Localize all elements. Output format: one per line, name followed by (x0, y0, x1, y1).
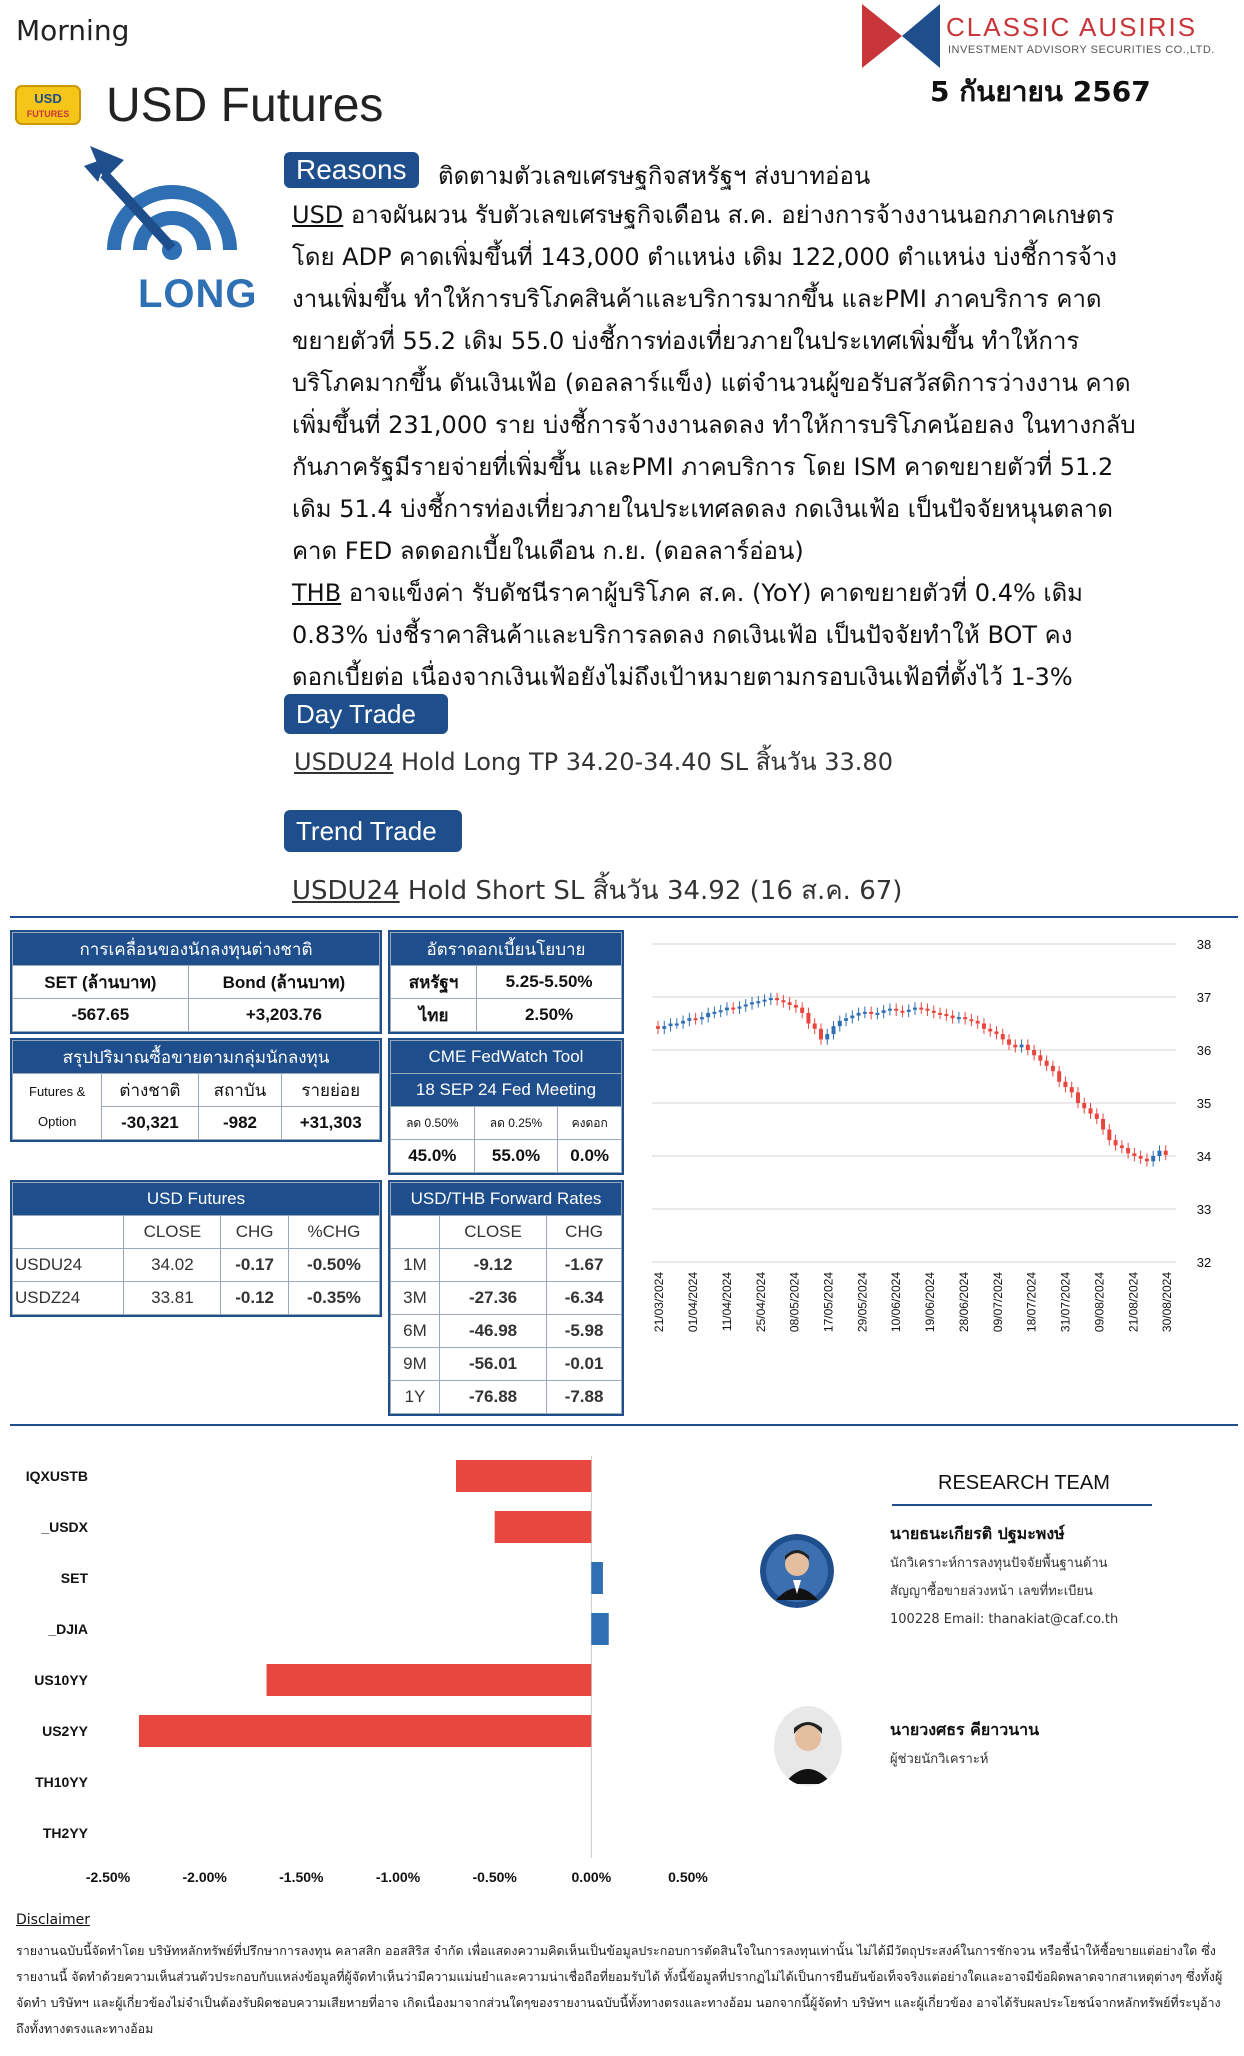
x-tick-label: 21/08/2024 (1126, 1272, 1141, 1333)
candle-body (794, 1005, 798, 1008)
candle-body (1101, 1119, 1105, 1130)
bar-category-label: _USDX (41, 1519, 88, 1535)
candle-body (1164, 1151, 1168, 1155)
candle-body (919, 1008, 923, 1010)
candle-body (926, 1009, 930, 1011)
candle-body (1157, 1151, 1161, 1156)
candle-body (1139, 1156, 1143, 1159)
bar-category-label: _DJIA (48, 1621, 88, 1637)
usd-futures-header (13, 1216, 124, 1249)
candle-body (825, 1034, 829, 1039)
usd-futures-pct: -0.35% (288, 1282, 379, 1315)
bar (591, 1562, 603, 1594)
candle-body (1013, 1045, 1017, 1048)
thb-paragraph (292, 572, 1152, 698)
x-tick-label: -2.00% (182, 1869, 227, 1885)
candle-body (863, 1012, 867, 1014)
row-label-line2: Option (38, 1113, 77, 1129)
y-tick-label: 37 (1196, 990, 1212, 1005)
y-tick-label: 33 (1196, 1202, 1212, 1217)
candle-body (963, 1017, 967, 1019)
table-row (391, 1381, 622, 1414)
candle-body (869, 1012, 873, 1014)
candle-body (1076, 1092, 1080, 1103)
candle-body (969, 1019, 973, 1021)
candle-body (832, 1026, 836, 1034)
thb-tag: THB (292, 579, 342, 607)
brand-logo-icon (862, 0, 940, 70)
candle-body (719, 1010, 723, 1012)
usd-futures-symbol: USDZ24 (13, 1282, 124, 1315)
y-tick-label: 35 (1196, 1096, 1212, 1111)
candle-body (982, 1024, 986, 1029)
candle-body (813, 1024, 817, 1029)
table-row (391, 1348, 622, 1381)
candle-body (1063, 1082, 1067, 1087)
policy-rate-table (390, 932, 622, 1032)
candle-body (857, 1013, 861, 1016)
policy-rate-th-label: ไทย (391, 999, 477, 1032)
policy-rate-us-value: 5.25-5.50% (477, 966, 622, 999)
candle-body (894, 1009, 898, 1011)
candle-body (781, 1000, 785, 1002)
policy-rate-us-label: สหรัฐฯ (391, 966, 477, 999)
fedwatch-hold-value: 0.0% (558, 1140, 622, 1173)
disclaimer-title: Disclaimer (16, 1912, 91, 1928)
row-label-line1: Futures & (29, 1083, 86, 1099)
candle-body (750, 1002, 754, 1004)
x-tick-label: -1.00% (375, 1869, 421, 1885)
bar (139, 1715, 591, 1747)
fedwatch-table (390, 1040, 622, 1173)
candle-body (994, 1031, 998, 1034)
x-tick-label: 19/06/2024 (923, 1272, 938, 1333)
candle-body (1032, 1050, 1036, 1055)
reasons-label: Reasons (284, 152, 419, 188)
foreign-flow-table (12, 932, 380, 1032)
candle-body (913, 1008, 917, 1010)
candle-body (788, 1002, 792, 1005)
bar-category-label: IQXUSTB (25, 1468, 88, 1484)
trend-trade-label: Trend Trade (284, 810, 462, 852)
usd-futures-close: 34.02 (124, 1249, 221, 1282)
candle-body (1120, 1145, 1124, 1148)
bar-category-label: TH2YY (42, 1825, 88, 1841)
candle-body (1057, 1071, 1061, 1082)
usd-futures-logo (14, 84, 82, 126)
fedwatch-panel (388, 1038, 624, 1175)
x-tick-label: 28/06/2024 (956, 1272, 971, 1333)
brand-name: CLASSIC AUSIRIS (946, 12, 1198, 42)
forward-chg: -1.67 (547, 1249, 622, 1282)
usd-text: อาจผันผวน รับตัวเลขเศรษฐกิจเดือน ส.ค. อย่างการจ้างงานนอกภาคเกษตร โดย ADP คาดเพิ่มขึ้นที่ 143,000 ตำแหน่ง เดิม 122,000 ตำแหน่ง บ่งชี้การจ้างงานเพิ่มขึ้น ทำให้การบริโภคสินค้าและบริการมากขึ้น และPMI ภาคบริการ คาดขยายตัวที่ 55.2 เดิม 55.0 บ่งชี้การท่องเที่ยวภายในประเทศเพิ่มขึ้น ทำให้การบริโภคมากขึ้น ดันเงินเฟ้อ (ดอลลาร์แข็ง) แต่จำนวนผู้ขอรับสวัสดิการว่างงาน คาดเพิ่มขึ้นที่ 231,000 ราย บ่งชี้การจ้างงานลดลง ทำให้การบริโภคน้อยลง ในทางกลับกันภาครัฐมีรายจ่ายที่เพิ่มขึ้น และPMI ภาคบริการ โดย ISM คาดขยายตัวที่ 51.2 เดิม 51.4 บ่งชี้การท่องเที่ยวภายในประเทศลดลง กดเงินเฟ้อ เป็นปัจจัยหนุนตลาดคาด FED ลดดอกเบี้ยในเดือน ก.ย. (ดอลลาร์อ่อน) (292, 201, 1136, 565)
research-team-title: RESEARCH TEAM (938, 1472, 1110, 1494)
usd-futures-chg: -0.17 (221, 1249, 289, 1282)
bar (495, 1511, 592, 1543)
analyst-2-name: นายวงศธร คียาวนาน (890, 1720, 1040, 1739)
candle-body (888, 1009, 892, 1011)
candle-body (744, 1004, 748, 1006)
forward-rates-header: CHG (547, 1216, 622, 1249)
x-tick-label: 31/07/2024 (1058, 1272, 1073, 1333)
candle-body (694, 1018, 698, 1020)
investor-foreign-header: ต่างชาติ (102, 1074, 198, 1107)
candle-body (1132, 1153, 1136, 1156)
reasons-headline: ติดตามตัวเลขเศรษฐกิจสหรัฐฯ ส่งบาทอ่อน (438, 162, 871, 190)
day-trade-symbol: USDU24 (294, 748, 394, 776)
investor-summary-panel (10, 1038, 382, 1142)
candle-body (819, 1029, 823, 1040)
forward-rates-table (390, 1182, 622, 1414)
foreign-flow-col-bond: Bond (ล้านบาท) (188, 966, 379, 999)
investor-retail-header: รายย่อย (282, 1074, 380, 1107)
y-tick-label: 36 (1196, 1043, 1212, 1058)
candle-body (763, 1000, 767, 1002)
candle-body (1095, 1114, 1099, 1119)
candle-body (706, 1013, 710, 1017)
x-tick-label: 0.00% (571, 1869, 612, 1885)
candle-body (1007, 1039, 1011, 1044)
table-row (391, 1282, 622, 1315)
candle-body (1126, 1148, 1130, 1153)
section-divider-bottom (10, 1424, 1238, 1426)
bar-category-label: SET (60, 1570, 88, 1586)
x-tick-label: 08/05/2024 (787, 1272, 802, 1333)
x-tick-label: 11/04/2024 (719, 1272, 734, 1332)
usd-futures-table (12, 1182, 380, 1315)
candle-body (700, 1017, 704, 1019)
bar (456, 1460, 591, 1492)
forward-tenor: 9M (391, 1348, 440, 1381)
fedwatch-cut25-header: ลด 0.25% (474, 1107, 558, 1140)
foreign-flow-bond-value: +3,203.76 (188, 999, 379, 1032)
fedwatch-cut50-header: ลด 0.50% (391, 1107, 475, 1140)
forward-chg: -7.88 (547, 1381, 622, 1414)
candle-body (769, 998, 773, 1000)
fedwatch-cut50-value: 45.0% (391, 1140, 475, 1173)
x-tick-label: 10/06/2024 (889, 1272, 904, 1333)
candle-body (681, 1021, 685, 1024)
svg-text:USD: USD (34, 91, 62, 106)
candle-body (907, 1010, 911, 1012)
candle-body (1089, 1108, 1093, 1113)
forward-close: -9.12 (439, 1249, 546, 1282)
x-tick-label: 0.50% (668, 1869, 708, 1885)
svg-text:FUTURES: FUTURES (26, 109, 70, 119)
candle-body (1070, 1087, 1074, 1092)
forward-close: -76.88 (439, 1381, 546, 1414)
candle-body (737, 1007, 741, 1009)
x-tick-label: 09/08/2024 (1092, 1272, 1107, 1333)
reasons-body (292, 194, 1152, 698)
candle-body (1082, 1103, 1086, 1108)
fedwatch-cut25-value: 55.0% (474, 1140, 558, 1173)
candle-body (988, 1029, 992, 1032)
x-tick-label: 17/05/2024 (821, 1272, 836, 1333)
fedwatch-hold-header: คงดอก (558, 1107, 622, 1140)
investor-retail-value: +31,303 (282, 1107, 380, 1140)
investor-summary-title: สรุปปริมาณซื้อขายตามกลุ่มนักลงทุน (13, 1041, 380, 1074)
candle-body (1051, 1066, 1055, 1071)
y-tick-label: 34 (1196, 1149, 1212, 1164)
candle-body (1145, 1159, 1149, 1162)
forward-tenor: 3M (391, 1282, 440, 1315)
foreign-flow-set-value: -567.65 (13, 999, 189, 1032)
forward-tenor: 1M (391, 1249, 440, 1282)
foreign-flow-col-set: SET (ล้านบาท) (13, 966, 189, 999)
market-change-bar-chart (0, 1438, 740, 1888)
x-tick-label: -0.50% (472, 1869, 517, 1885)
forward-rates-header (391, 1216, 440, 1249)
candle-body (1151, 1156, 1155, 1161)
report-date: 5 กันยายน 2567 (930, 75, 1151, 108)
day-trade-text: Hold Long TP 34.20-34.40 SL สิ้นวัน 33.80 (393, 748, 893, 776)
usd-futures-close: 33.81 (124, 1282, 221, 1315)
usd-tag: USD (292, 201, 344, 229)
candle-body (875, 1013, 879, 1015)
candle-body (976, 1021, 980, 1024)
candle-body (938, 1013, 942, 1015)
candle-body (951, 1016, 955, 1019)
candle-body (1020, 1045, 1024, 1048)
x-tick-label: 09/07/2024 (990, 1272, 1005, 1333)
forward-close: -56.01 (439, 1348, 546, 1381)
policy-rate-panel (388, 930, 624, 1034)
section-divider-top (10, 916, 1238, 918)
table-row (13, 1282, 380, 1315)
fedwatch-title: CME FedWatch Tool (391, 1041, 622, 1074)
position-label: LONG (138, 272, 258, 316)
candle-body (850, 1016, 854, 1019)
forward-rates-panel (388, 1180, 624, 1416)
forward-chg: -6.34 (547, 1282, 622, 1315)
candle-body (844, 1018, 848, 1021)
page-title: USD Futures (106, 79, 384, 132)
investor-institution-value: -982 (198, 1107, 282, 1140)
analyst-1-name: นายธนะเกียรติ ปฐมะพงษ์ (890, 1524, 1065, 1543)
day-trade-line (294, 742, 893, 781)
usd-futures-pct: -0.50% (288, 1249, 379, 1282)
forward-chg: -5.98 (547, 1315, 622, 1348)
bar (267, 1664, 592, 1696)
candle-body (944, 1014, 948, 1016)
usd-futures-header: CLOSE (124, 1216, 221, 1249)
analyst-2-avatar (774, 1706, 842, 1786)
analyst-1-role (890, 1550, 1118, 1634)
report-period-label: Morning (16, 14, 130, 47)
brand-subtitle: INVESTMENT ADVISORY SECURITIES CO.,LTD. (948, 44, 1215, 56)
table-row (391, 1249, 622, 1282)
fedwatch-meeting: 18 SEP 24 Fed Meeting (391, 1074, 622, 1107)
candle-body (932, 1011, 936, 1013)
candle-body (900, 1011, 904, 1013)
forward-close: -46.98 (439, 1315, 546, 1348)
candle-body (725, 1008, 729, 1011)
candle-body (662, 1026, 666, 1029)
x-tick-label: 01/04/2024 (686, 1272, 701, 1333)
thb-text: อาจแข็งค่า รับดัชนีราคาผู้บริโภค ส.ค. (YoY) คาดขยายตัวที่ 0.4% เดิม 0.83% บ่งชี้ราคาสินค้าและบริการลดลง กดเงินเฟ้อ เป็นปัจจัยทำให้ BOT คงดอกเบี้ยต่อ เนื่องจากเงินเฟ้อยังไม่ถึงเป้าหมายตามกรอบเงินเฟ้อที่ตั้งไว้ 1-3% (292, 579, 1084, 691)
disclaimer-text: รายงานฉบับนี้จัดทำโดย บริษัทหลักทรัพย์ที่ปรึกษาการลงทุน คลาสสิก ออสสิริส จำกัด เพื่อแสดงความคิดเห็นเป็นข้อมูลประกอบการตัดสินใจในการลงทุนเท่านั้น ไม่ได้มีวัตถุประสงค์ในการชักจวน หรือชี้นำให้ซื้อขายแต่อย่างใด ซึ่งรายงานนี้ จัดทำด้วยความเห็นส่วนตัวประกอบกับแหล่งข้อมูลที่ผู้จัดทำเห็นว่ามีความแม่นยำและความน่าเชื่อถือที่ยอมรับได้ ทั้งนี้ข้อมูลที่ปรากฏไม่ได้เป็นการยืนยันข้อเท็จจริงแต่อย่างใดและอาจมีข้อผิดพลาดจากสาเหตุต่างๆ ซึ่งทั้งผู้จัดทำ บริษัทฯ และผู้เกี่ยวข้องไม่จำเป็นต้องรับผิดชอบความเสียหายที่อาจ เกิดเนื่องมาจากส่วนใดๆของรายงานฉบับนี้ทั้งทางตรงและทางอ้อม นอกจากนี้ผู้จัดทำ บริษัทฯ และผู้เกี่ยวข้อง อาจได้รับผลประโยชน์จากหลักทรัพย์ที่ระบุอ้างถึงทั้งทางตรงและทางอ้อม (16, 1943, 1223, 2036)
usd-futures-panel (10, 1180, 382, 1317)
x-tick-label: 25/04/2024 (753, 1272, 768, 1333)
policy-rate-title: อัตราดอกเบี้ยนโยบาย (391, 933, 622, 966)
x-tick-label: 29/05/2024 (855, 1272, 870, 1333)
y-tick-label: 32 (1196, 1255, 1212, 1270)
trend-trade-text: Hold Short SL สิ้นวัน 34.92 (16 ส.ค. 67) (399, 876, 903, 906)
candle-body (675, 1024, 679, 1026)
usd-paragraph (292, 194, 1152, 572)
usdthb-candlestick-chart (626, 926, 1238, 1414)
investor-summary-row-label (13, 1074, 102, 1140)
candle-body (957, 1017, 961, 1019)
candle-body (731, 1008, 735, 1010)
investor-institution-header: สถาบัน (198, 1074, 282, 1107)
day-trade-label: Day Trade (284, 694, 448, 734)
forward-tenor: 6M (391, 1315, 440, 1348)
candle-body (1107, 1130, 1111, 1141)
analyst-2-role: ผู้ช่วยนักวิเคราะห์ (890, 1752, 989, 1767)
forward-close: -27.36 (439, 1282, 546, 1315)
usd-futures-chg: -0.12 (221, 1282, 289, 1315)
candle-body (1038, 1055, 1042, 1060)
foreign-flow-title: การเคลื่อนของนักลงทุนต่างชาติ (13, 933, 380, 966)
candle-body (656, 1026, 660, 1029)
usd-futures-header: %CHG (288, 1216, 379, 1249)
x-tick-label: -2.50% (85, 1869, 131, 1885)
candle-body (1045, 1061, 1049, 1066)
x-tick-label: 18/07/2024 (1024, 1272, 1039, 1333)
candle-body (1001, 1034, 1005, 1039)
trend-trade-symbol: USDU24 (292, 876, 400, 906)
candle-body (882, 1010, 886, 1013)
candle-body (669, 1024, 673, 1027)
bar-category-label: US10YY (34, 1672, 88, 1688)
candle-body (687, 1018, 691, 1021)
forward-rates-header: CLOSE (439, 1216, 546, 1249)
investor-summary-table (12, 1040, 380, 1140)
forward-rates-title: USD/THB Forward Rates (391, 1183, 622, 1216)
analyst-1-role-line1: นักวิเคราะห์การลงทุนปัจจัยพื้นฐานด้าน (890, 1556, 1108, 1571)
candle-body (1114, 1140, 1118, 1145)
investor-foreign-value: -30,321 (102, 1107, 198, 1140)
analyst-1-contact: 100228 Email: thanakiat@caf.co.th (890, 1612, 1119, 1627)
usd-futures-header: CHG (221, 1216, 289, 1249)
candle-body (1026, 1045, 1030, 1050)
usd-futures-title: USD Futures (13, 1183, 380, 1216)
trend-trade-line (292, 870, 902, 911)
bar (591, 1613, 608, 1645)
candle-body (838, 1021, 842, 1026)
candle-body (800, 1008, 804, 1013)
bar-category-label: US2YY (42, 1723, 88, 1739)
candle-body (806, 1013, 810, 1024)
analyst-1-avatar (760, 1534, 834, 1608)
table-row (13, 1249, 380, 1282)
forward-tenor: 1Y (391, 1381, 440, 1414)
research-team-underline (892, 1504, 1152, 1506)
y-tick-label: 38 (1196, 937, 1212, 952)
x-tick-label: 30/08/2024 (1160, 1272, 1175, 1333)
analyst-1-role-line2: สัญญาซื้อขายล่วงหน้า เลขที่ทะเบียน (890, 1584, 1093, 1599)
foreign-flow-panel (10, 930, 382, 1034)
table-row (391, 1315, 622, 1348)
bar-category-label: TH10YY (35, 1774, 88, 1790)
policy-rate-th-value: 2.50% (477, 999, 622, 1032)
usd-futures-symbol: USDU24 (13, 1249, 124, 1282)
candle-body (775, 998, 779, 1000)
forward-chg: -0.01 (547, 1348, 622, 1381)
candle-body (712, 1012, 716, 1014)
x-tick-label: 21/03/2024 (652, 1272, 667, 1333)
candle-body (756, 1001, 760, 1003)
x-tick-label: -1.50% (279, 1869, 324, 1885)
